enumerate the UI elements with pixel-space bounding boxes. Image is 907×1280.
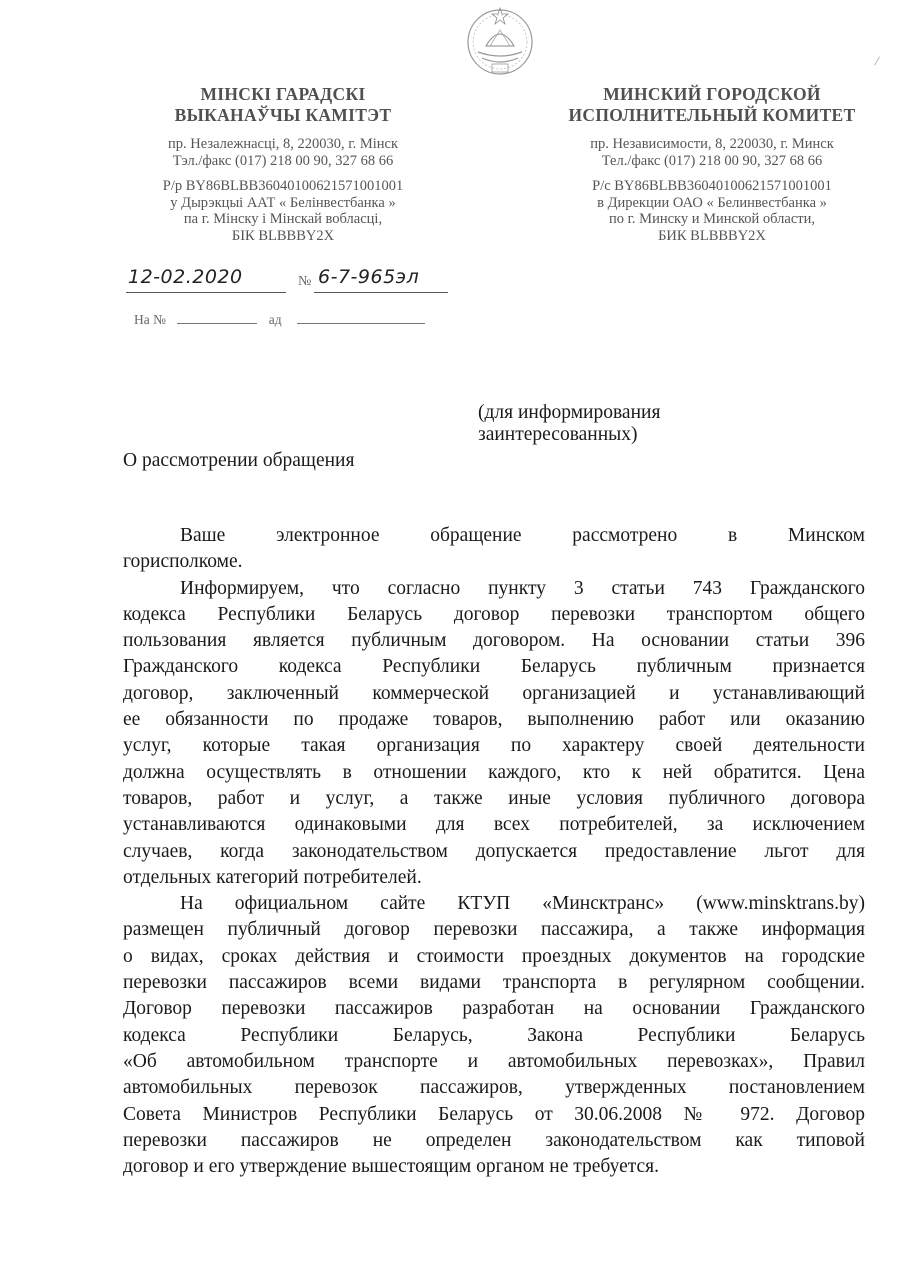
body-line: отдельных категорий потребителей. xyxy=(123,866,422,888)
recipient-line: (для информирования xyxy=(478,402,661,423)
org-name-line: МІНСКІ ГАРАДСКІ xyxy=(200,84,366,104)
recipient-line: заинтересованных) xyxy=(478,424,638,445)
body-line: договор, заключенный коммерческой организацией и устанавливающий xyxy=(123,682,865,704)
reply-to-label: На № xyxy=(134,312,166,327)
date-underline xyxy=(126,292,286,293)
number-underline xyxy=(314,292,448,293)
body-line: Ваше электронное обращение рассмотрено в Минском xyxy=(180,525,865,546)
reply-number-blank xyxy=(177,323,257,324)
handwritten-date: 12-02.2020 xyxy=(128,266,243,288)
scan-mark xyxy=(874,56,887,69)
body-line: Совета Министров Республики Беларусь от 30.06.2008 № 972. Договор xyxy=(123,1103,865,1125)
phone: Тэл./факс (017) 218 00 90, 327 68 66 xyxy=(172,153,394,169)
bank-name: в Дирекции ОАО « Белинвестбанка » xyxy=(597,194,827,211)
handwritten-number: 6-7-965эл xyxy=(318,266,420,288)
body-line: случаев, когда законодательством допускается предоставление льгот для xyxy=(123,840,865,862)
letterhead-russian xyxy=(542,84,882,244)
paragraph-1 xyxy=(123,523,865,576)
number-sign: № xyxy=(298,274,312,289)
body-line: договор и его утверждение вышестоящим органом не требуется. xyxy=(123,1156,660,1178)
letterhead-belarusian xyxy=(118,84,448,244)
address: пр. Незалежнасці, 8, 220030, г. Мінск xyxy=(168,136,398,152)
body-line: о видах, сроках действия и стоимости проездных документов на городские xyxy=(123,945,865,967)
bank-region: по г. Минску и Минской области, xyxy=(608,211,816,227)
contact-block xyxy=(118,136,448,170)
bank-block xyxy=(118,178,448,244)
body-line: ее обязанности по продаже товаров, выполнению работ или оказанию xyxy=(123,709,865,731)
body-line: кодекса Республики Беларусь договор перевозки транспортом общего xyxy=(123,603,865,625)
body-line: горисполкоме. xyxy=(123,551,243,573)
bank-bic: БІК BLBBBY2X xyxy=(231,227,335,244)
org-name-ru xyxy=(542,84,882,126)
body-line: услуг, которые такая организация по характеру своей деятельности xyxy=(123,735,865,757)
body-line: перевозки пассажиров не определен законодательством как типовой xyxy=(123,1129,865,1151)
reply-date-blank xyxy=(297,323,425,324)
reply-reference xyxy=(134,312,425,328)
body-line: «Об автомобильном транспорте и автомобильных перевозках», Правил xyxy=(123,1050,865,1072)
recipient xyxy=(478,402,660,446)
letter-body xyxy=(123,523,865,1180)
reply-from-label: ад xyxy=(268,312,282,327)
phone: Тел./факс (017) 218 00 90, 327 68 66 xyxy=(601,153,823,169)
body-line: перевозки пассажиров всеми видами транспорта в регулярном сообщении. xyxy=(123,972,865,994)
body-line: пользования является публичным договором. На основании статьи 396 xyxy=(123,630,865,652)
body-line: размещен публичный договор перевозки пассажира, а также информация xyxy=(123,919,865,941)
body-line: устанавливаются одинаковыми для всех потребителей, за исключением xyxy=(123,814,865,836)
paragraph-3 xyxy=(123,891,865,1180)
body-line: товаров, работ и услуг, а также иные условия публичного договора xyxy=(123,787,865,809)
address: пр. Независимости, 8, 220030, г. Минск xyxy=(590,136,834,152)
subject: О рассмотрении обращения xyxy=(123,450,355,471)
state-emblem-icon xyxy=(460,2,540,76)
bank-region: па г. Мінску і Мінскай вобласці, xyxy=(183,211,383,227)
bank-name: у Дырэкцыі ААТ « Белінвестбанка » xyxy=(170,194,396,211)
org-name-be xyxy=(118,84,448,126)
bank-account: Р/с BY86BLBB36040100621571001001 xyxy=(592,178,832,194)
body-line: кодекса Республики Беларусь, Закона Республики Беларусь xyxy=(123,1024,865,1046)
body-line: должна осуществлять в отношении каждого, кто к ней обратится. Цена xyxy=(123,761,865,783)
body-line: автомобильных перевозок пассажиров, утвержденных постановлением xyxy=(123,1077,865,1099)
body-line: Договор перевозки пассажиров разработан на основании Гражданского xyxy=(123,998,865,1020)
bank-account: Р/р BY86BLBB36040100621571001001 xyxy=(162,178,404,194)
bank-bic: БИК BLBBBY2X xyxy=(658,227,766,244)
body-line: На официальном сайте КТУП «Минсктранс» (www.minsktrans.by) xyxy=(180,893,865,915)
bank-block xyxy=(542,178,882,244)
org-name-line: ИСПОЛНИТЕЛЬНЫЙ КОМИТЕТ xyxy=(568,105,856,125)
body-line: Информируем, что согласно пункту 3 статьи 743 Гражданского xyxy=(180,577,865,599)
contact-block xyxy=(542,136,882,170)
body-line: Гражданского кодекса Республики Беларусь публичным признается xyxy=(123,656,865,678)
org-name-line: ВЫКАНАЎЧЫ КАМІТЭТ xyxy=(174,105,392,125)
registration-line xyxy=(128,266,468,296)
paragraph-2 xyxy=(123,576,865,892)
org-name-line: МИНСКИЙ ГОРОДСКОЙ xyxy=(603,84,821,104)
